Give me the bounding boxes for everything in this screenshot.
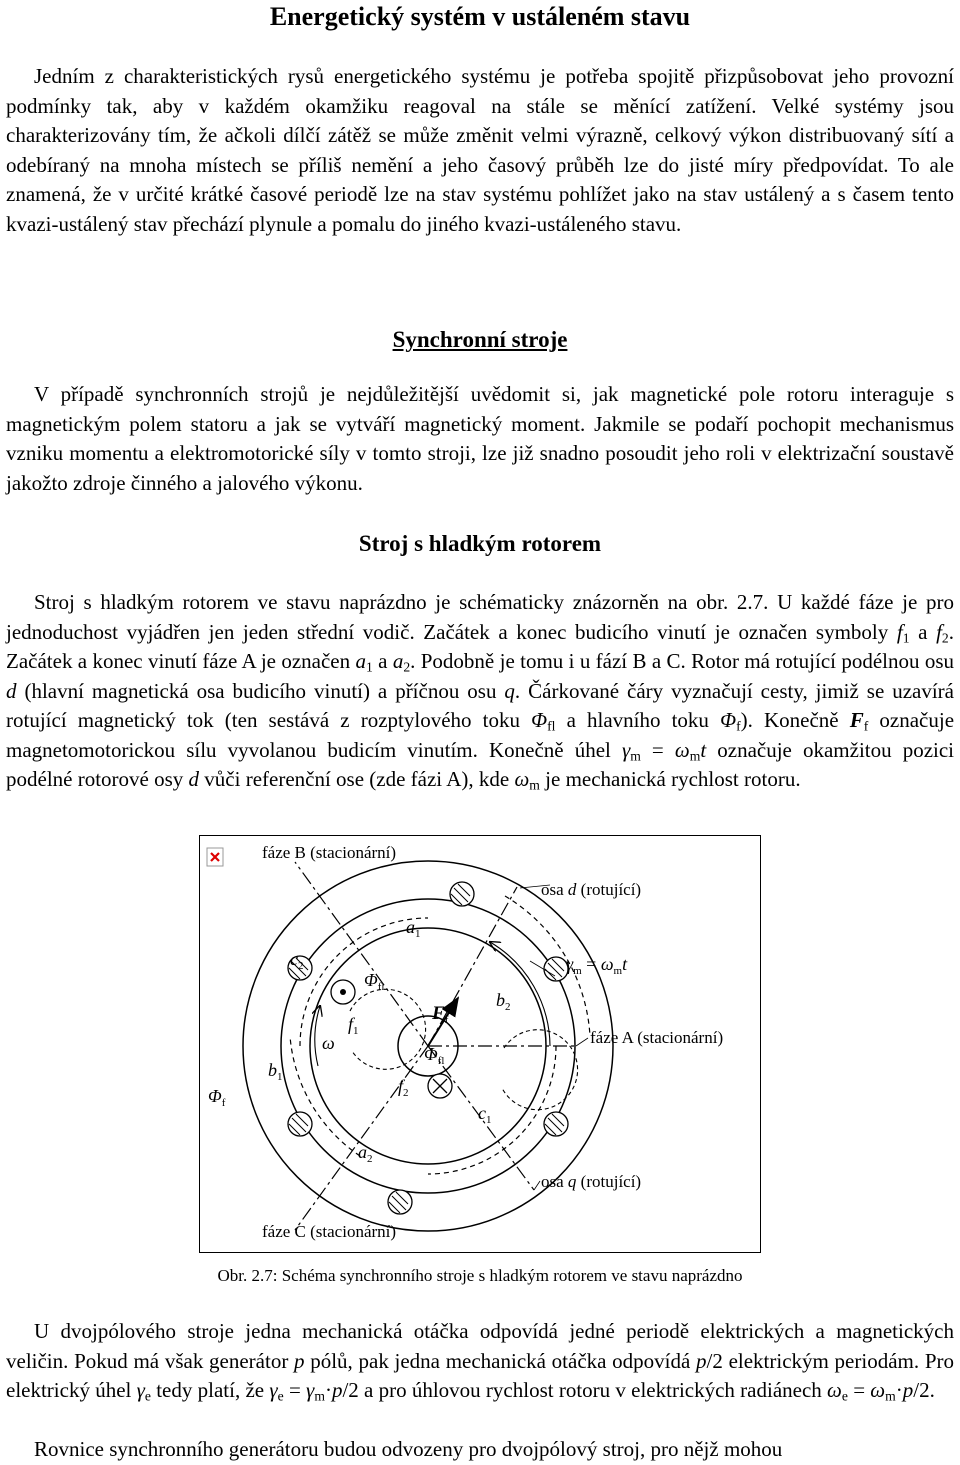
label-Ff: $F_f$ [432,1003,449,1026]
label-c1: $c_1$ [478,1103,492,1126]
subscript: 1 [365,659,373,675]
synchronni-stroje-paragraph [6,380,954,498]
subscript: 1 [902,629,910,645]
symbol-p: p [294,1348,305,1373]
dvojpolovy-paragraph [6,1317,954,1406]
label-faze-a: fáze A (stacionární) [590,1028,724,1047]
hladky-rotor-paragraph [6,588,954,795]
label-a2: $a_2$ [358,1142,373,1165]
label-a1: $a_1$ [406,917,421,940]
conductor-b1 [288,1112,312,1136]
flux-path [428,1046,556,1174]
text-run: tedy platí, že [150,1378,270,1402]
broken-image-icon [207,848,223,866]
text-run: . Podobně je tomu i u fází B a C. Rotor má rotující podélnou osu [410,649,955,673]
symbol-p: p [902,1378,914,1402]
subscript: 2 [941,629,949,645]
leakage-flux [502,1030,578,1110]
label-b2: $b_2$ [496,990,511,1013]
text-run: · [895,1378,903,1402]
text-run: (hlavní magnetická osa budicího vinutí) a příčnou osu [16,678,505,703]
subscript: 2 [403,659,411,675]
label-f1: $f_1$ [348,1014,359,1037]
symbol-a: a [392,649,404,673]
last-paragraph [6,1435,954,1465]
text-run: · [324,1378,332,1402]
conductor-c1 [544,1112,568,1136]
text-run: a hlavního toku [555,708,721,732]
label-f2: $f_2$ [398,1076,409,1099]
text-run: = [640,737,675,762]
subscript: fl [547,718,556,734]
subscript: f [736,718,741,734]
intro-paragraph [6,62,954,239]
leakage-flux [350,989,426,1069]
text-run: = [847,1378,871,1402]
symbol-p: p [696,1348,707,1373]
label-osa-d: osa d (rotující) [541,880,642,899]
symbol-gamma: γ [621,737,631,762]
figure-synchronous-machine [199,835,761,1253]
text-run: pólů, pak jedna mechanická otáčka odpovídá [304,1348,697,1373]
omega-rotation-arrow [315,1006,320,1066]
conductor-a2 [388,1190,412,1214]
symbol-gamma: γ [306,1378,315,1402]
subscript: m [630,747,641,763]
symbol-omega: ω [674,737,690,762]
label-b1: $b_1$ [268,1060,283,1083]
section-heading-text: Synchronní stroje [392,327,568,352]
label-faze-b: fáze B (stacionární) [262,843,397,862]
section-heading-text: Stroj s hladkým rotorem [358,531,602,556]
symbol-f: f [936,619,942,644]
subscript: m [314,1388,325,1404]
text-run: = [283,1378,307,1402]
symbol-d: d [188,767,200,791]
symbol-omega: ω [870,1378,886,1402]
symbol-t: t [700,737,707,762]
label-faze-c: fáze C (stacionární) [262,1222,397,1241]
text-run: označuje magnetomotorickou sílu vyvolanou budicím vinutím. Konečně úhel [6,708,955,762]
dot-icon [340,989,346,995]
text-run: a [909,619,937,644]
section-heading-synchronni-stroje [0,326,960,354]
symbol-f: f [896,619,903,644]
subscript: m [885,1388,896,1404]
text-run: U dvojpólového stroje jedna mechanická otáčka odpovídá jedné periodě elektrických a magnetických veličin. Pokud má však generátor [6,1319,954,1373]
text-run: Stroj s hladkým rotorem ve stavu naprázdno je schématicky znázorněn na obr. 2.7. U každé fáze je pro jednoduchost vyjádřen jen jeden střední vodič. Začátek a konec budicího vinutí je označen symboly [6,590,954,644]
text-run: vůči referenční ose (zde fázi A), kde [199,767,515,791]
symbol-d: d [6,678,17,703]
text-run: je mechanická rychlost rotoru. [539,767,801,791]
text-run: . Čárkované čáry vyznačují cesty, jimiž se uzavírá rotující magnetický tok (ten sestává z rozptylového toku [6,678,955,732]
label-phi-fl: $\Phi_{fl}$ [364,970,385,993]
conductor-b2 [544,957,568,981]
flux-path [290,1036,360,1156]
symbol-q: q [504,678,515,703]
page-title: Energetický systém v ustáleném stavu [269,2,691,31]
leader-line [576,1038,588,1046]
text-run: označuje okamžitou pozici podélné rotorové osy [6,737,955,791]
subscript: m [689,747,701,763]
text-run: a [372,649,393,673]
conductor-a1 [450,882,474,906]
symbol-omega: ω [514,767,530,791]
text-run: /2. [913,1378,935,1402]
phase-b-axis [295,862,428,1046]
text-run: /2 a pro úhlovou rychlost rotoru v elektrických radiánech [342,1378,828,1402]
synchronni-stroje-text: V případě synchronních strojů je nejdůležitější uvědomit si, jak magnetické pole rotoru interaguje s magnetickým polem statoru a jak se vytváří magnetický moment. Jakmile se podaří pochopit mechanismus vzniku momentu a elektromotorické síly v tomto stroji, lze již snadno posoudit jeho roli v elektrizační soustavě jakožto zdroje činného a jalového výkonu. [6,382,954,495]
subscript: f [863,718,869,734]
label-gamma-eq: $\gamma_m = \omega_mt$ [566,954,628,977]
label-phi-fl-2: $\Phi_{fl}$ [424,1044,445,1067]
subscript: m [529,777,540,793]
symbol-phi: Φ [720,708,737,732]
subscript: e [277,1388,284,1404]
symbol-F: F [849,708,864,732]
text-run: ). Konečně [740,708,850,732]
label-osa-q: osa q (rotující) [541,1172,642,1191]
leader-line [534,1181,540,1190]
label-omega: ω [322,1033,335,1053]
symbol-a: a [355,649,366,673]
label-c2: $c_2$ [290,949,304,972]
text-run: /2 elektrickým periodám. Pro elektrický úhel [6,1348,954,1402]
text-run: Rovnice synchronního generátoru budou odvozeny pro dvojpólový stroj, pro nějž mohou [34,1437,783,1461]
symbol-gamma: γ [136,1378,145,1402]
figure-caption: Obr. 2.7: Schéma synchronního stroje s hladkým rotorem ve stavu naprázdno [217,1266,743,1285]
machine-diagram [200,836,762,1254]
symbol-omega: ω [827,1378,842,1402]
symbol-gamma: γ [269,1378,278,1402]
subscript: e [144,1388,151,1404]
text-run: . Začátek a konec vinutí fáze A je označen [6,619,954,673]
symbol-phi: Φ [531,708,548,732]
subscript: e [841,1388,848,1404]
label-phi-f: $\Phi_f$ [208,1086,226,1109]
symbol-p: p [331,1378,343,1402]
intro-text: Jedním z charakteristických rysů energetického systému je potřeba spojitě přizpůsobovat jeho provozní podmínky tak, aby v každém okamžiku reagoval na stále se měnící zatížení. Velké systémy jsou charakterizovány tím, že ačkoli dílčí zátěž se může změnit velmi výrazně, celkový výkon distribuovaný sítí a odebíraný na mnoha místech se příliš nemění a jeho časový průběh lze do jisté míry předpovídat. To ale znamená, že v určité krátké časové periodě lze na stav systému pohlížet jako na stav ustálený a s časem tento kvazi-ustálený stav přechází plynule a pomalu do jiného kvazi-ustáleného stavu. [6,64,954,236]
section-heading-hladky-rotor [0,530,960,558]
